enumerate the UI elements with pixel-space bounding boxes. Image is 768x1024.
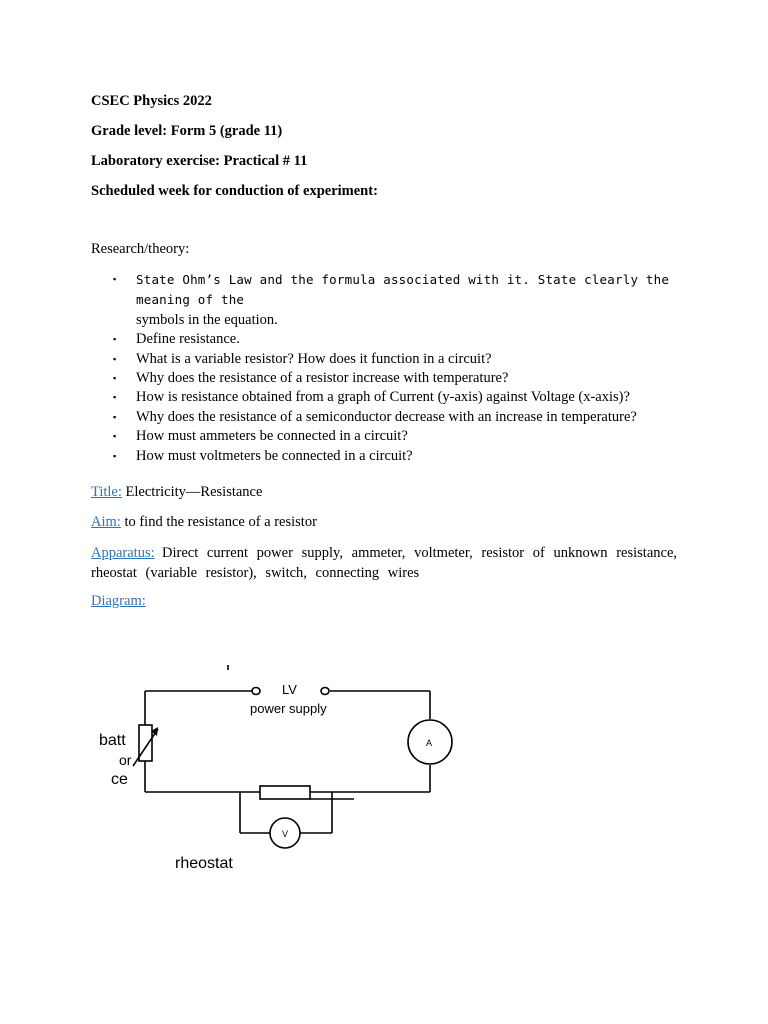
research-item-text: How is resistance obtained from a graph of Current (y-axis) against Voltage (x-axis)? [136,389,630,406]
aim-value: to find the resistance of a resistor [124,514,317,530]
header-grade-level: Grade level: Form 5 (grade 11) [91,123,283,139]
terminal-right-icon [321,688,329,695]
research-item-text: State Ohm’s Law and the formula associated with it. State clearly the meaning of the [136,272,670,308]
bullet-icon: ▪ [113,431,117,442]
bullet-icon: ▪ [113,334,117,345]
rheostat-label: rheostat [175,855,233,872]
research-item-text: Why does the resistance of a resistor increase with temperature? [136,370,509,387]
terminal-left-icon [252,688,260,695]
resistor-body [260,786,310,799]
power-supply-label: power supply [250,701,327,716]
side-label-or: or [119,752,132,768]
diagram-label: Diagram: [91,593,146,609]
title-value: Electricity—Resistance [125,484,263,500]
title-label: Title: [91,484,122,500]
bullet-icon: ▪ [113,411,117,422]
bullet-icon: ▪ [113,274,117,284]
lv-label: LV [282,682,297,697]
research-item-text: What is a variable resistor? How does it function in a circuit? [136,350,492,367]
aim-label: Aim: [91,514,121,530]
header-subject: CSEC Physics 2022 [91,93,212,109]
bullet-icon: ▪ [113,373,117,384]
bullet-icon: ▪ [113,450,117,461]
side-label-cell: ce [111,771,128,788]
research-item-text: How must ammeters be connected in a circuit? [136,428,408,445]
research-item-text: How must voltmeters be connected in a circuit? [136,447,413,464]
side-label-battery: batt [99,732,126,749]
research-heading: Research/theory: [91,241,190,257]
ammeter-label: A [426,738,433,748]
apparatus-label: Apparatus: [91,545,155,561]
research-item-text: Why does the resistance of a semiconductor decrease with an increase in temperature? [136,408,637,425]
research-item-text-cont: symbols in the equation. [136,311,278,328]
bullet-icon: ▪ [113,392,117,403]
research-item-text: Define resistance. [136,331,240,348]
voltmeter-label: V [282,829,289,839]
header-lab-exercise: Laboratory exercise: Practical # 11 [91,153,308,169]
bullet-icon: ▪ [113,353,117,364]
apparatus-value: Direct current power supply, ammeter, voltmeter, resistor of unknown resistance, rheostat (variable resistor), switch, connecting wires [91,545,678,581]
header-scheduled-week: Scheduled week for conduction of experiment: [91,183,378,199]
